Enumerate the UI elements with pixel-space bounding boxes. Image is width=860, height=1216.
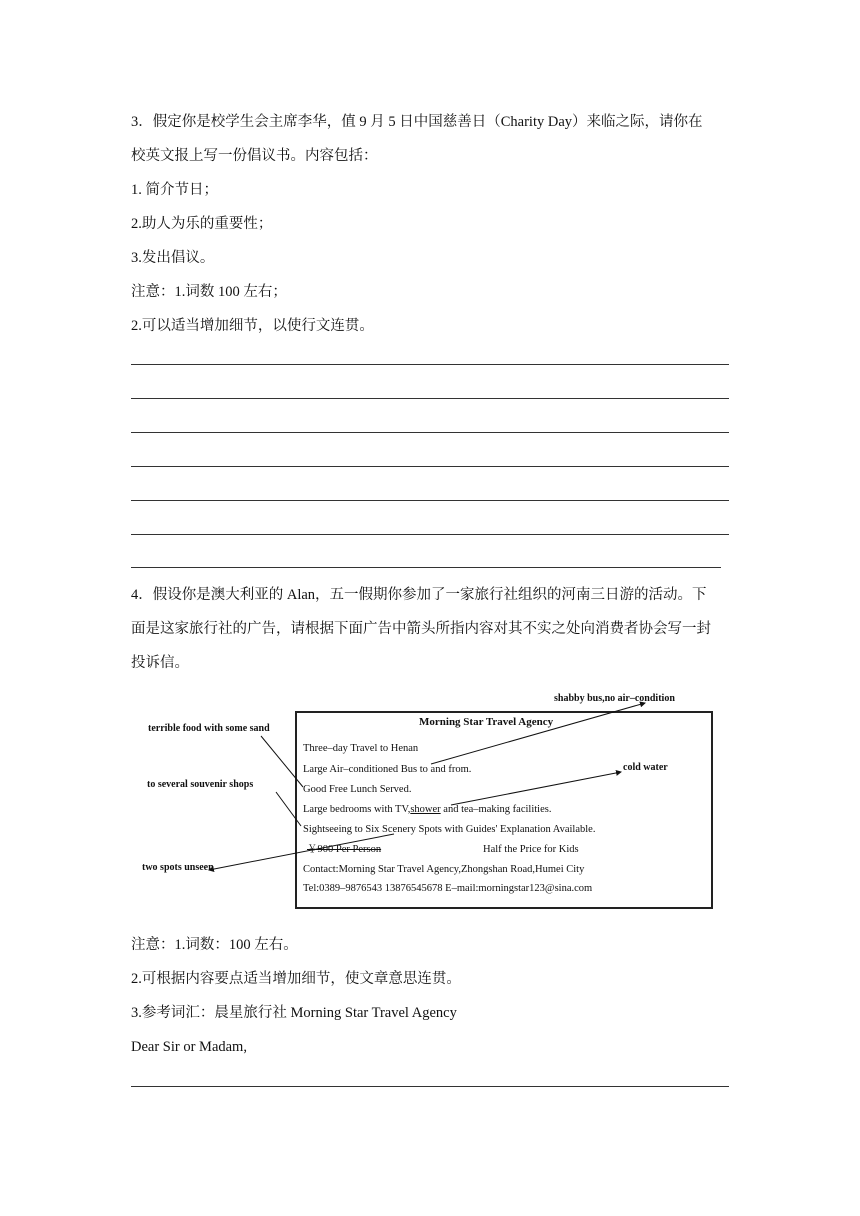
ad-title: Morning Star Travel Agency (419, 716, 554, 728)
annotation-arrows (131, 686, 731, 916)
arrow-food (261, 736, 303, 787)
arrow-shops (276, 792, 301, 826)
q3-point-1: 1. 简介节日； (131, 182, 218, 198)
ad-facilities-text: and tea–making facilities. (440, 804, 552, 815)
arrow-water (451, 772, 621, 805)
annotation-water: cold water (623, 762, 668, 773)
letter-salutation: Dear Sir or Madam, (131, 1039, 247, 1055)
ad-line-bus: Large Air–conditioned Bus to and from. (303, 764, 472, 775)
ad-line-travel: Three–day Travel to Henan (303, 743, 419, 754)
q3-prompt-line2: 校英文报上写一份倡议书。内容包括： (131, 148, 378, 164)
answer-line[interactable] (131, 466, 729, 467)
annotation-shops: to several souvenir shops (147, 779, 254, 790)
q3-point-2: 2.助人为乐的重要性； (131, 216, 273, 232)
q4-note-1: 注意：1.词数：100 左右。 (131, 937, 298, 953)
q3-note-1: 注意：1.词数 100 左右； (131, 284, 287, 300)
q4-note-3: 3.参考词汇：晨星旅行社 Morning Star Travel Agency (131, 1005, 457, 1021)
q4-prompt-line1: 4．假设你是澳大利亚的 Alan，五一假期你参加了一家旅行社组织的河南三日游的活动。下 (131, 587, 707, 603)
answer-line[interactable] (131, 432, 729, 433)
ad-line-contact: Contact:Morning Star Travel Agency,Zhongshan Road,Humei City (303, 864, 585, 875)
q3-note-2: 2.可以适当增加细节，以使行文连贯。 (131, 318, 374, 334)
q3-prompt-line1: 3．假定你是校学生会主席李华，值 9 月 5 日中国慈善日（Charity Day）来临之际，请你在 (131, 114, 703, 130)
ad-line-price: ￥900 Per Person (307, 844, 382, 855)
annotation-bus: shabby bus,no air–condition (554, 693, 675, 704)
q4-prompt-line2: 面是这家旅行社的广告，请根据下面广告中箭头所指内容对其不实之处向消费者协会写一封 (131, 621, 711, 637)
answer-line[interactable] (131, 500, 729, 501)
ad-line-lunch: Good Free Lunch Served. (303, 784, 412, 795)
q4-note-2: 2.可根据内容要点适当增加细节，使文章意思连贯。 (131, 971, 461, 987)
ad-line-sightseeing: Sightseeing to Six Scenery Spots with Guides' Explanation Available. (303, 824, 596, 835)
annotation-spots: two spots unseen (142, 862, 214, 873)
answer-line[interactable] (131, 567, 721, 568)
ad-line-kids-price: Half the Price for Kids (483, 844, 579, 855)
answer-line[interactable] (131, 398, 729, 399)
ad-bedrooms-text: Large bedrooms with TV, (303, 804, 411, 815)
answer-line[interactable] (131, 1086, 729, 1087)
answer-line[interactable] (131, 364, 729, 365)
q3-point-3: 3.发出倡议。 (131, 250, 215, 266)
annotation-food: terrible food with some sand (148, 723, 270, 734)
advertisement-figure (131, 686, 731, 916)
answer-line[interactable] (131, 534, 729, 535)
arrow-spots (209, 834, 394, 870)
ad-shower-text: shower (410, 804, 441, 815)
ad-line-tel: Tel:0389–9876543 13876545678 E–mail:morningstar123@sina.com (303, 883, 593, 894)
arrow-bus (431, 703, 645, 764)
q4-prompt-line3: 投诉信。 (131, 655, 189, 671)
